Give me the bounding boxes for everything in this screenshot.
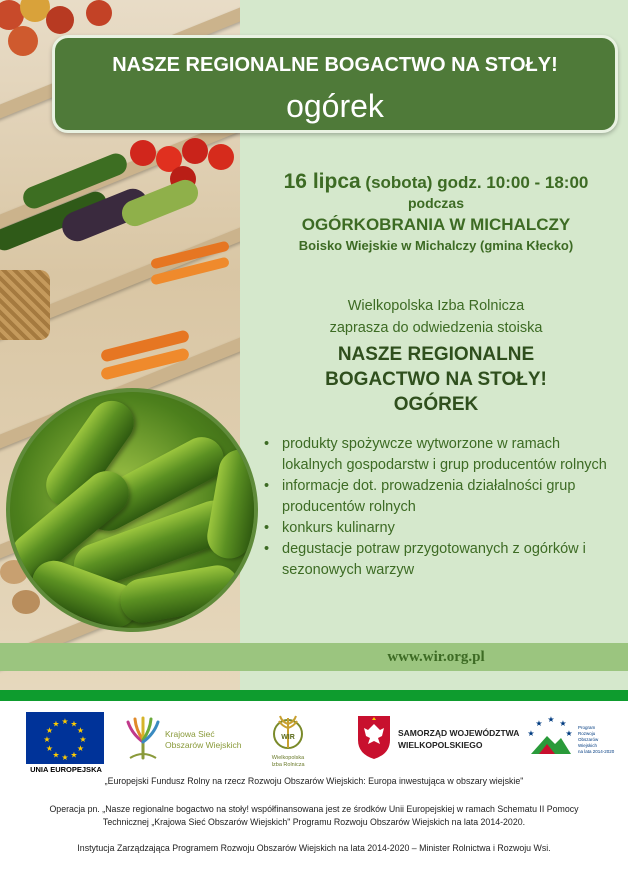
stand-line-1: NASZE REGIONALNE xyxy=(337,344,535,365)
svg-text:★: ★ xyxy=(70,719,78,729)
svg-text:★: ★ xyxy=(76,744,85,753)
eu-label: UNIA EUROPEJSKA xyxy=(30,765,102,774)
eu-flag-logo xyxy=(26,712,104,764)
prow-logo xyxy=(525,714,575,764)
event-place: Boisko Wiejskie w Michalczy (gmina Kłecko) xyxy=(298,238,574,253)
footer-fund-line: „Europejski Fundusz Rolny na rzecz Rozwoju Obszarów Wiejskich: Europa inwestująca w obszary wiejskie" xyxy=(104,776,524,786)
svg-text:★: ★ xyxy=(45,744,54,753)
svg-text:★: ★ xyxy=(43,735,51,744)
svg-text:★: ★ xyxy=(61,753,69,762)
prow-stars-icon xyxy=(525,714,575,760)
cucumbers-photo xyxy=(6,388,258,632)
wir-logo xyxy=(270,712,306,758)
organizer: Wielkopolska Izba Rolnicza xyxy=(347,298,525,314)
svg-text:★: ★ xyxy=(547,715,555,724)
stand-line-3: OGÓREK xyxy=(393,394,479,415)
wir-line-1: Wielkopolska xyxy=(271,755,305,761)
wir-line-2: Izba Rolnicza xyxy=(271,762,305,768)
prow-line-1: Program xyxy=(578,725,596,730)
sw-label xyxy=(398,727,519,751)
event-date-day: 16 lipca xyxy=(283,170,361,193)
event-during: podczas xyxy=(407,195,464,211)
svg-text:★: ★ xyxy=(52,719,60,729)
list-item: • konkurs kulinarny xyxy=(264,518,614,539)
footer-operation-line-2: Technicznej „Krajowa Sieć Obszarów Wiejskich" Programu Rozwoju Obszarów Wiejskich na lata 2014-2020. xyxy=(102,817,526,827)
prow-line-5: na lata 2014-2020 xyxy=(578,749,615,754)
sw-line-2: WIELKOPOLSKIEGO xyxy=(398,740,483,750)
svg-text:★: ★ xyxy=(61,717,69,726)
list-item: • degustacje potraw przygotowanych z ogórków i sezonowych warzyw xyxy=(264,539,614,581)
ksow-tree-icon xyxy=(122,716,164,762)
event-date-time: (sobota) godz. 10:00 - 18:00 xyxy=(365,173,589,192)
ksow-label xyxy=(165,729,242,751)
event-date xyxy=(248,170,624,194)
prow-label xyxy=(578,725,614,755)
sw-line-1: SAMORZĄD WOJEWÓDZTWA xyxy=(398,728,520,738)
ksow-line-2: Obszarów Wiejskich xyxy=(165,740,242,750)
eu-stars-icon xyxy=(26,712,104,764)
svg-text:WIR: WIR xyxy=(281,734,295,741)
banner-title: NASZE REGIONALNE BOGACTWO NA STOŁY! xyxy=(112,54,558,76)
ksow-line-1: Krajowa Sieć xyxy=(165,729,215,739)
svg-text:★: ★ xyxy=(565,729,573,738)
svg-text:★: ★ xyxy=(52,750,60,760)
svg-text:★: ★ xyxy=(535,719,543,728)
wheat-icon xyxy=(270,712,306,754)
list-item: • produkty spożywcze wytworzone w ramach lokalnych gospodarstw i grup producentów rolnych xyxy=(264,434,614,476)
stand-line-2: BOGACTWO NA STOŁY! xyxy=(325,369,547,390)
title-banner xyxy=(52,35,618,133)
svg-text:★: ★ xyxy=(45,726,54,735)
svg-text:★: ★ xyxy=(79,735,87,744)
prow-line-2: Rozwoju xyxy=(578,731,596,736)
svg-text:★: ★ xyxy=(76,726,85,735)
stand-name xyxy=(248,342,624,417)
svg-text:★: ★ xyxy=(527,729,535,738)
svg-text:★: ★ xyxy=(70,750,78,760)
footer-operation-line-1: Operacja pn. „Nasze regionalne bogactwo na stoły! współfinansowana jest ze środków Unii Europejskiej w ramach Schematu II Pomocy xyxy=(49,804,579,814)
offer-list xyxy=(264,434,614,581)
website-link[interactable]: www.wir.org.pl xyxy=(387,649,485,665)
footer-authority-line: Instytucja Zarządzająca Programem Rozwoju Obszarów Wiejskich na lata 2014-2020 – Minister Rolnictwa i Rozwoju Wsi. xyxy=(77,843,551,853)
svg-text:★: ★ xyxy=(559,719,567,728)
invite-line: zaprasza do odwiedzenia stoiska xyxy=(329,320,543,336)
list-item: • informacje dot. prowadzenia działalności grup producentów rolnych xyxy=(264,476,614,518)
event-festival: OGÓRKOBRANIA W MICHALCZY xyxy=(301,215,571,234)
sw-crest-logo xyxy=(356,714,392,764)
footer-operation-text xyxy=(20,803,608,829)
ksow-logo xyxy=(122,716,164,766)
prow-line-4: Wiejskich xyxy=(578,743,598,748)
eagle-shield-icon xyxy=(356,714,392,760)
banner-subtitle: ogórek xyxy=(286,88,384,124)
prow-line-3: Obszarów xyxy=(578,737,599,742)
divider-band xyxy=(0,690,628,701)
wir-label xyxy=(268,755,308,769)
